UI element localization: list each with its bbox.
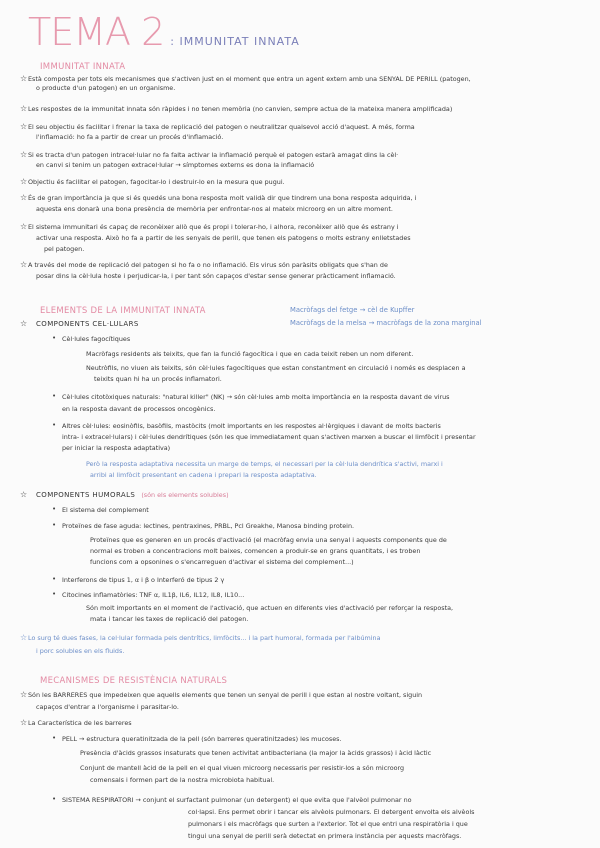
- dot-bullet: •: [52, 505, 57, 513]
- dot-bullet: •: [52, 521, 57, 529]
- dot-bullet: •: [52, 795, 57, 803]
- dot-bullet: •: [52, 392, 57, 400]
- text-line: És de gran importància ja que si és quedés una bona resposta molt validà dir que tindrem una bona resposta adquirida, i: [28, 194, 417, 202]
- side-note-kupffer: Macròfags del fetge → cèl de Kupffer: [290, 306, 415, 314]
- text-line: Si es tracta d'un patogen intracel·lular no fa falta activar la inflamació perquè el patogen estarà amagat dins la cèl·: [28, 151, 399, 159]
- text-line: col·lapsi. Ens permet obrir i tancar els alvèols pulmonars. El detergent envolta els alvèols: [188, 808, 475, 816]
- text-line: comensals i formen part de la nostra microbiota habitual.: [90, 776, 275, 784]
- star-bullet: ☆: [20, 122, 28, 131]
- text-line: normal es troben a concentracions molt baixes, comencen a produir-se en grans quantitats, i es troben: [90, 547, 421, 555]
- star-bullet: ☆: [20, 150, 28, 159]
- dot-bullet: •: [52, 590, 57, 598]
- text-line: La Característica de les barreres: [28, 719, 132, 727]
- text-line: El sistema del complement: [62, 506, 149, 514]
- dot-bullet: •: [52, 734, 57, 742]
- text-line: Proteïnes que es generen en un procés d'activació (el macròfag envia una senyal i aquests components que de: [90, 536, 447, 544]
- page-title: TEMA 2: [28, 10, 165, 54]
- text-line: Cèl·lules citotòxiques naturals: "natural killer" (NK) → són cèl·lules amb molta importància en la resposta davant de virus: [62, 393, 450, 401]
- text-line: aquesta ens donarà una bona presència de memòria per enfrontar-nos al mateix microorg en un altre moment.: [36, 205, 393, 213]
- text-line: teixits quan hi ha un procés inflamatori.: [94, 375, 222, 383]
- section-heading-3: MECANISMES DE RESISTÈNCIA NATURALS: [40, 676, 228, 686]
- text-line: en la resposta davant de processos oncogènics.: [62, 405, 216, 413]
- text-line: Les respostes de la immunitat innata són ràpides i no tenen memòria (no canvien, sempre actua de la mateixa manera amplificada): [28, 105, 453, 113]
- text-line: per iniciar la resposta adaptativa): [62, 444, 171, 452]
- section-heading-2: ELEMENTS DE LA IMMUNITAT INNATA: [40, 306, 206, 316]
- text-line: activar una resposta. Això ho fa a partir de les senyals de perill, que tenen els patogens o molts estrany enlletstades: [36, 234, 411, 242]
- title-row: [28, 10, 300, 54]
- sub-heading-humorals: COMPONENTS HUMORALS: [36, 491, 136, 499]
- text-line: Són molt importants en el moment de l'activació, que actuen en diferents vies d'activació per reforçar la resposta,: [86, 604, 454, 612]
- text-line-summary: i porc solubles en els fluids.: [36, 647, 125, 655]
- star-bullet: ☆: [20, 690, 28, 699]
- text-line: Macròfags residents als teixits, que fan la funció fagocítica i que en cada teixit reben un nom diferent.: [86, 350, 414, 358]
- text-line: Presència d'àcids grassos insaturats que tenen activitat antibacteriana (la major la àcids grassos) i àcid làctic: [80, 749, 432, 757]
- text-line: Citocines inflamatòries: TNF α, IL1β, IL6, IL12, IL8, IL10...: [62, 591, 245, 599]
- star-bullet: ☆: [20, 633, 28, 642]
- text-line-note: Però la resposta adaptativa necessita un marge de temps, el necessari per la cèl·lula dendrítica s'activi, marxi i: [86, 460, 443, 468]
- text-line: funcions com a opsonines o s'encarreguen d'activar el sistema del complement...): [90, 558, 354, 566]
- text-line: posar dins la cèl·lula hoste i perjudicar-la, i per tant són capaços d'estar sense generar pràcticament inflamació.: [36, 272, 396, 280]
- page-subtitle: : IMMUNITAT INNATA: [170, 35, 300, 48]
- text-line: Cèl·lules fagocítiques: [62, 335, 131, 343]
- text-line-summary: Lo surg té dues fases, la cel·lular formada pels dentrítics, limfòcits... i la part humoral, formada per l'albúmina: [28, 634, 381, 642]
- dot-bullet: •: [52, 575, 57, 583]
- text-line: Objectiu és facilitar el patogen, fagocitar-lo i destruir-lo en la mesura que pugui.: [28, 178, 285, 186]
- text-line: l'inflamació: ho fa a partir de crear un procés d'inflamació.: [36, 133, 224, 141]
- text-line: El seu objectiu és facilitar i frenar la taxa de replicació del patogen o neutralitzar qualsevol acció d'aquest. A més, forma: [28, 123, 415, 131]
- side-note-melsa: Macròfags de la melsa → macròfags de la zona marginal: [290, 319, 482, 327]
- text-line: Interferons de tipus 1, α i β o Interferó de tipus 2 γ: [62, 576, 225, 584]
- humorals-note: (són els elements solubles): [141, 491, 229, 499]
- text-line: mata i tancar les taxes de replicació del patogen.: [90, 615, 249, 623]
- text-line: pulmonars i els macròfags que surten a l'exterior. Tot el que entri una respiratòria i que: [188, 820, 468, 828]
- text-line: Són les BARRERES que impedeixen que aquells elements que tenen un senyal de perill i que estan al nostre voltant, siguin: [28, 691, 423, 699]
- star-bullet: ☆: [20, 260, 28, 269]
- dot-bullet: •: [52, 421, 57, 429]
- text-line: tingui una senyal de perill serà detectat en primera instància per aquests macròfags.: [188, 832, 462, 840]
- text-line: SISTEMA RESPIRATORI → conjunt el surfactant pulmonar (un detergent) el que evita que l'alvèol pulmonar no: [62, 796, 412, 804]
- star-bullet: ☆: [20, 177, 28, 186]
- star-bullet: ☆: [20, 490, 28, 499]
- star-bullet: ☆: [20, 193, 28, 202]
- text-line: Neutròfils, no viuen als teixits, són cèl·lules fagocítiques que estan constantment en circulació i només es desplacen a: [86, 364, 466, 372]
- star-bullet: ☆: [20, 319, 28, 328]
- text-line: intra- i extracel·lulars) i cèl·lules dendrítiques (són les que immediatament quan s'activen marxen a buscar el limfòcit i presentar: [62, 433, 476, 441]
- text-line: El sistema immunitari és capaç de reconèixer allò que és propi i tolerar-ho, i alhora, reconèixer allò que és estrany i: [28, 223, 399, 231]
- star-bullet: ☆: [20, 104, 28, 113]
- text-line: en canvi si tenim un patogen extracel·lular → símptomes externs es dona la inflamació: [36, 161, 315, 169]
- text-line: pel patogen.: [44, 245, 85, 253]
- text-line-note: arribi al limfòcit presentant en cadena i prepari la resposta adaptativa.: [90, 471, 317, 479]
- text-line: PELL → estructura queratinitzada de la pell (són barreres queratinitzades) les mucoses.: [62, 735, 342, 743]
- star-bullet: ☆: [20, 74, 28, 83]
- text-line: Està composta per tots els mecanismes que s'activen just en el moment que entra un agent extern amb una SENYAL DE PERILL (patogen,: [28, 75, 471, 83]
- text-line: Conjunt de mantell àcid de la pell en el qual viuen microorg necessaris per resistir-los a són microorg: [80, 764, 405, 772]
- star-bullet: ☆: [20, 718, 28, 727]
- sub-heading-cellulars: COMPONENTS CEL·LULARS: [36, 320, 139, 328]
- star-bullet: ☆: [20, 222, 28, 231]
- text-line: Altres cèl·lules: eosinòfils, basòfils, mastòcits (molt importants en les respostes al·lèrgiques i davant de molts bacteris: [62, 422, 441, 430]
- text-line: o producte d'un patogen) en un organisme.: [36, 84, 176, 92]
- section-heading-1: IMMUNITAT INNATA: [40, 62, 126, 72]
- text-line: Proteïnes de fase aguda: lectines, pentraxines, PRBL, Pcl Greakhe, Manosa binding protein.: [62, 522, 355, 530]
- text-line: A través del mode de replicació del patogen si ho fa o no inflamació. Els virus són paràsits obligats que s'han de: [28, 261, 388, 269]
- text-line: capaços d'entrar a l'organisme i parasitar-lo.: [36, 703, 179, 711]
- dot-bullet: •: [52, 334, 57, 342]
